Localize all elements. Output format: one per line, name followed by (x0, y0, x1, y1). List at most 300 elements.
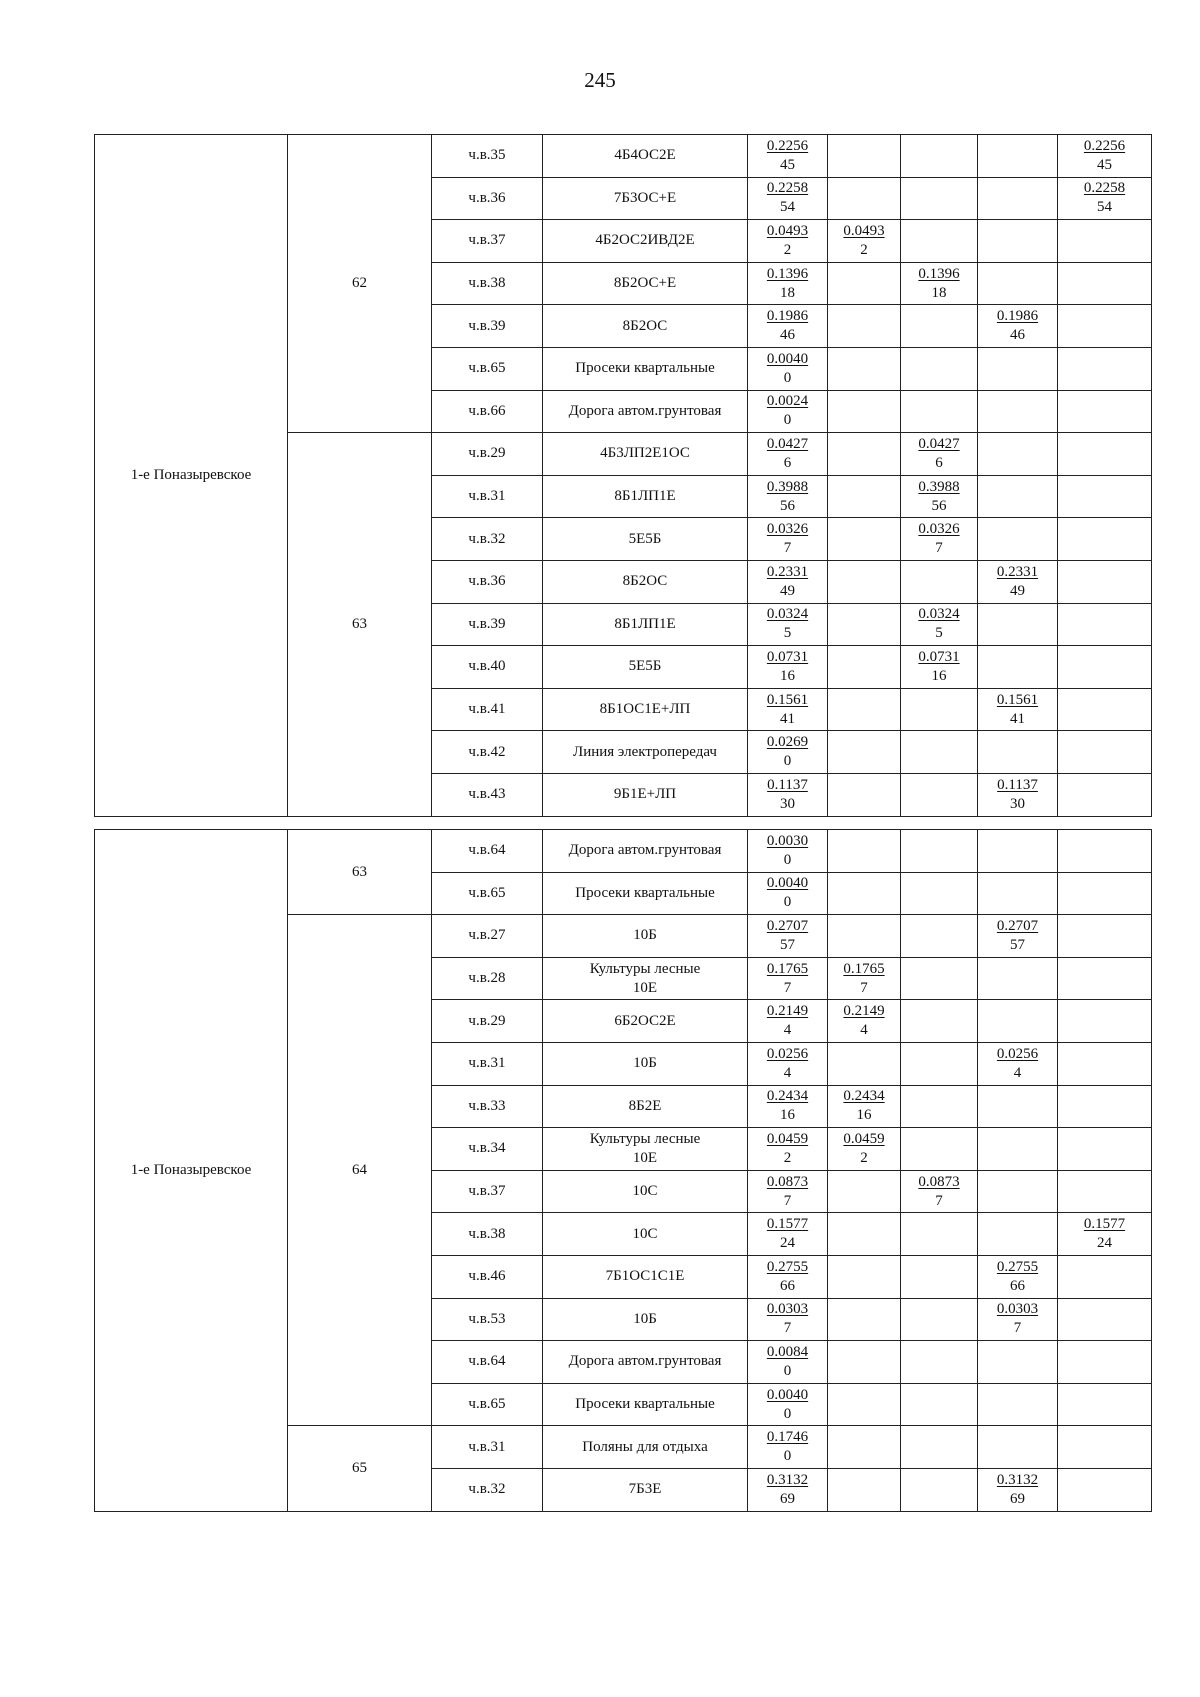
area-fraction (918, 520, 959, 558)
area-value: 0.0040 (766, 350, 809, 367)
quarter-cell (288, 830, 432, 915)
forestry-name: 1-е Поназыревское (130, 1161, 252, 1178)
area-fraction (767, 874, 808, 912)
volume-value: 49 (780, 582, 795, 599)
area-fraction (997, 691, 1038, 729)
section-cell (432, 433, 543, 476)
table-row (95, 135, 1152, 178)
category-cell (901, 220, 978, 263)
category-cell (978, 1383, 1058, 1426)
composition-label: 8Б1ОС1Е+ЛП (599, 701, 691, 718)
category-cell (1058, 1170, 1152, 1213)
quarter-cell (288, 135, 432, 433)
volume-value: 0 (783, 1448, 792, 1465)
composition-label: Просеки квартальные (575, 1396, 715, 1413)
area-value: 0.0256 (766, 1045, 809, 1062)
composition-cell (543, 830, 748, 873)
composition-cell (543, 433, 748, 476)
composition-label: 5Е5Б (628, 658, 662, 675)
total-cell (748, 1298, 828, 1341)
volume-value: 66 (780, 1277, 795, 1294)
category-cell (828, 1298, 901, 1341)
composition-label: 10Б (633, 1055, 657, 1072)
category-cell (1058, 957, 1152, 1000)
composition-cell (543, 915, 748, 958)
composition-cell (543, 1298, 748, 1341)
category-cell (978, 1128, 1058, 1171)
composition-label: 7Б1ОС1С1Е (605, 1268, 685, 1285)
section-label: ч.в.31 (468, 488, 506, 505)
category-cell (1058, 1085, 1152, 1128)
section-cell (432, 646, 543, 689)
area-fraction (767, 307, 808, 345)
section-label: ч.в.33 (468, 1097, 506, 1114)
area-value: 0.2258 (1083, 180, 1126, 197)
area-value: 0.0303 (766, 1301, 809, 1318)
composition-cell (543, 1000, 748, 1043)
category-cell (901, 603, 978, 646)
area-fraction (997, 776, 1038, 814)
composition-line: Культуры лесные (589, 960, 701, 977)
category-cell (978, 262, 1058, 305)
total-cell (748, 177, 828, 220)
composition-label: 6Б2ОС2Е (614, 1012, 676, 1029)
category-cell (1058, 773, 1152, 816)
category-cell (828, 1128, 901, 1171)
composition-cell (543, 518, 748, 561)
category-cell (978, 773, 1058, 816)
area-value: 0.2256 (766, 137, 809, 154)
category-cell (828, 177, 901, 220)
category-cell (901, 1128, 978, 1171)
category-cell (828, 135, 901, 178)
total-cell (748, 1213, 828, 1256)
category-cell (828, 646, 901, 689)
volume-value: 69 (780, 1490, 795, 1507)
category-cell (901, 646, 978, 689)
category-cell (901, 1000, 978, 1043)
section-cell (432, 1085, 543, 1128)
area-value: 0.1137 (997, 776, 1038, 793)
volume-value: 4 (783, 1064, 792, 1081)
category-cell (828, 1170, 901, 1213)
category-cell (1058, 603, 1152, 646)
total-cell (748, 1341, 828, 1384)
section-cell (432, 1341, 543, 1384)
area-value: 0.3132 (996, 1471, 1039, 1488)
area-value: 0.1577 (766, 1216, 809, 1233)
area-fraction (767, 1471, 808, 1509)
category-cell (901, 1085, 978, 1128)
category-cell (828, 1255, 901, 1298)
composition-label: 8Б2Е (628, 1097, 662, 1114)
area-fraction (767, 1087, 808, 1125)
category-cell (901, 731, 978, 774)
total-cell (748, 262, 828, 305)
area-value: 0.0303 (996, 1301, 1039, 1318)
composition-cell (543, 1255, 748, 1298)
total-cell (748, 1042, 828, 1085)
category-cell (828, 560, 901, 603)
volume-value: 2 (783, 241, 792, 258)
area-value: 0.2434 (843, 1088, 885, 1105)
composition-label: 10Б (633, 927, 657, 944)
total-cell (748, 688, 828, 731)
volume-value: 16 (856, 1107, 872, 1124)
volume-value: 6 (783, 454, 792, 471)
composition-label: 8Б1ЛП1Е (614, 488, 676, 505)
area-fraction (767, 917, 808, 955)
section-cell (432, 1000, 543, 1043)
section-label: ч.в.41 (468, 701, 506, 718)
area-value: 0.3988 (918, 478, 960, 495)
area-value: 0.0324 (918, 606, 960, 623)
section-cell (432, 1255, 543, 1298)
quarter-number: 65 (352, 1459, 367, 1476)
composition-cell (543, 646, 748, 689)
category-cell (1058, 305, 1152, 348)
area-fraction (843, 1002, 884, 1040)
composition-label: Дорога автом.грунтовая (568, 1353, 722, 1370)
volume-value: 30 (779, 795, 795, 812)
category-cell (1058, 518, 1152, 561)
total-cell (748, 773, 828, 816)
category-cell (978, 1213, 1058, 1256)
area-value: 0.3988 (766, 478, 809, 495)
category-cell (978, 1042, 1058, 1085)
area-value: 0.0040 (766, 1386, 809, 1403)
section-cell (432, 390, 543, 433)
volume-value: 7 (783, 979, 792, 996)
composition-label: 10Б (633, 1310, 657, 1327)
quarter-cell (288, 1426, 432, 1511)
section-cell (432, 1128, 543, 1171)
area-fraction (767, 222, 808, 260)
section-label: ч.в.64 (468, 1353, 506, 1370)
category-cell (901, 433, 978, 476)
area-value: 0.0030 (766, 832, 809, 849)
area-value: 0.0324 (766, 606, 809, 623)
composition-cell (543, 305, 748, 348)
area-fraction (767, 478, 808, 516)
category-cell (901, 1255, 978, 1298)
category-cell (1058, 262, 1152, 305)
composition-cell (543, 1341, 748, 1384)
area-fraction (767, 1002, 808, 1040)
section-cell (432, 135, 543, 178)
composition-label: 10С (632, 1225, 658, 1242)
volume-value: 46 (1010, 327, 1025, 344)
area-fraction (767, 648, 808, 686)
area-fraction (767, 832, 808, 870)
category-cell (978, 475, 1058, 518)
section-label: ч.в.39 (468, 317, 506, 334)
area-fraction (767, 1045, 808, 1083)
composition-cell (543, 475, 748, 518)
category-cell (828, 433, 901, 476)
area-fraction (767, 1428, 808, 1466)
category-cell (978, 1341, 1058, 1384)
volume-value: 45 (780, 156, 795, 173)
composition-label: 10С (632, 1183, 658, 1200)
quarter-number: 62 (352, 275, 367, 292)
category-cell (901, 1426, 978, 1469)
section-label: ч.в.37 (468, 232, 506, 249)
area-fraction (767, 435, 808, 473)
section-label: ч.в.38 (468, 1225, 506, 1242)
category-cell (1058, 475, 1152, 518)
area-value: 0.0493 (766, 222, 809, 239)
area-value: 0.1137 (767, 776, 808, 793)
category-cell (978, 1468, 1058, 1511)
area-fraction (843, 960, 884, 998)
category-cell (978, 305, 1058, 348)
category-cell (1058, 915, 1152, 958)
section-label: ч.в.31 (468, 1438, 506, 1455)
section-cell (432, 872, 543, 915)
category-cell (1058, 347, 1152, 390)
composition-label: 8Б2ОС+Е (613, 275, 677, 292)
category-cell (1058, 1341, 1152, 1384)
category-cell (1058, 731, 1152, 774)
category-cell (828, 830, 901, 873)
category-cell (978, 957, 1058, 1000)
category-cell (828, 1213, 901, 1256)
composition-label: 4Б2ОС2ИВД2Е (595, 232, 695, 249)
composition-label: 7Б3ОС+Е (613, 189, 677, 206)
area-value: 0.0040 (766, 875, 809, 892)
area-value: 0.1396 (766, 265, 809, 282)
total-cell (748, 646, 828, 689)
volume-value: 49 (1010, 582, 1025, 599)
volume-value: 0 (783, 851, 792, 868)
total-cell (748, 872, 828, 915)
area-fraction (767, 1258, 808, 1296)
quarter-number: 63 (352, 863, 367, 880)
composition-cell (543, 1170, 748, 1213)
section-cell (432, 560, 543, 603)
area-value: 0.0731 (918, 648, 960, 665)
area-value: 0.2149 (766, 1003, 809, 1020)
category-cell (1058, 1468, 1152, 1511)
composition-label: 8Б2ОС (622, 573, 668, 590)
category-cell (901, 560, 978, 603)
area-fraction (997, 1258, 1038, 1296)
section-cell (432, 1426, 543, 1469)
section-cell (432, 347, 543, 390)
category-cell (978, 135, 1058, 178)
composition-cell (543, 1213, 748, 1256)
category-cell (978, 433, 1058, 476)
category-cell (828, 518, 901, 561)
volume-value: 0 (783, 1405, 792, 1422)
area-value: 0.2707 (766, 917, 809, 934)
volume-value: 5 (783, 625, 792, 642)
quarter-cell (288, 915, 432, 1426)
total-cell (748, 518, 828, 561)
area-fraction (997, 1471, 1038, 1509)
section-label: ч.в.37 (468, 1183, 506, 1200)
section-label: ч.в.29 (468, 445, 506, 462)
section-cell (432, 957, 543, 1000)
category-cell (1058, 1128, 1152, 1171)
total-cell (748, 1255, 828, 1298)
volume-value: 57 (780, 936, 795, 953)
section-label: ч.в.53 (468, 1310, 506, 1327)
category-cell (978, 872, 1058, 915)
volume-value: 18 (780, 284, 795, 301)
volume-value: 45 (1097, 156, 1112, 173)
composition-line: Культуры лесные (589, 1130, 701, 1147)
section-label: ч.в.46 (468, 1268, 506, 1285)
category-cell (828, 773, 901, 816)
category-cell (828, 220, 901, 263)
composition-label: 4Б4ОС2Е (614, 147, 676, 164)
area-value: 0.0269 (766, 734, 809, 751)
forest-allocation-table (94, 829, 1152, 1512)
category-cell (828, 305, 901, 348)
volume-value: 2 (860, 1149, 868, 1166)
area-value: 0.0256 (996, 1045, 1039, 1062)
category-cell (978, 177, 1058, 220)
section-cell (432, 1383, 543, 1426)
composition-label: 7Б3Е (628, 1481, 662, 1498)
composition-cell (543, 1383, 748, 1426)
area-fraction (767, 1300, 808, 1338)
category-cell (828, 1341, 901, 1384)
volume-value: 2 (860, 241, 868, 258)
area-fraction (997, 1300, 1038, 1338)
category-cell (978, 731, 1058, 774)
area-fraction (918, 435, 959, 473)
total-cell (748, 135, 828, 178)
area-value: 0.0459 (766, 1130, 809, 1147)
category-cell (901, 390, 978, 433)
category-cell (901, 1298, 978, 1341)
category-cell (901, 1170, 978, 1213)
area-fraction (997, 917, 1038, 955)
volume-value: 7 (860, 979, 868, 996)
category-cell (901, 262, 978, 305)
area-value: 0.1986 (996, 308, 1039, 325)
section-label: ч.в.31 (468, 1055, 506, 1072)
composition-cell (543, 1042, 748, 1085)
category-cell (901, 518, 978, 561)
category-cell (1058, 1255, 1152, 1298)
section-label: ч.в.66 (468, 402, 506, 419)
category-cell (978, 1000, 1058, 1043)
area-value: 0.1577 (1083, 1216, 1126, 1233)
category-cell (1058, 560, 1152, 603)
section-cell (432, 1213, 543, 1256)
section-cell (432, 773, 543, 816)
area-value: 0.0326 (918, 521, 960, 538)
area-value: 0.1765 (843, 960, 885, 977)
category-cell (978, 1255, 1058, 1298)
composition-label: Дорога автом.грунтовая (568, 842, 722, 859)
area-value: 0.0873 (766, 1173, 809, 1190)
total-cell (748, 731, 828, 774)
total-cell (748, 560, 828, 603)
composition-cell (543, 220, 748, 263)
forestry-cell (95, 135, 288, 817)
volume-value: 7 (783, 1320, 792, 1337)
area-fraction (767, 137, 808, 175)
area-value: 0.2258 (766, 180, 809, 197)
section-cell (432, 731, 543, 774)
volume-value: 18 (931, 284, 947, 301)
section-label: ч.в.36 (468, 189, 506, 206)
area-fraction (1084, 179, 1125, 217)
area-fraction (918, 265, 959, 303)
category-cell (828, 1000, 901, 1043)
total-cell (748, 1468, 828, 1511)
area-fraction (767, 776, 808, 814)
category-cell (1058, 1042, 1152, 1085)
total-cell (748, 1383, 828, 1426)
total-cell (748, 915, 828, 958)
category-cell (901, 135, 978, 178)
section-cell (432, 688, 543, 731)
forest-allocation-table (94, 134, 1152, 817)
composition-cell (543, 1085, 748, 1128)
section-cell (432, 1042, 543, 1085)
area-value: 0.0084 (766, 1343, 809, 1360)
total-cell (748, 1000, 828, 1043)
area-fraction (767, 1173, 808, 1211)
section-cell (432, 830, 543, 873)
section-label: ч.в.64 (468, 842, 506, 859)
composition-cell (543, 688, 748, 731)
volume-value: 6 (935, 454, 943, 471)
section-label: ч.в.32 (468, 1481, 506, 1498)
area-value: 0.0459 (843, 1130, 885, 1147)
composition-cell (543, 1468, 748, 1511)
total-cell (748, 390, 828, 433)
category-cell (1058, 135, 1152, 178)
category-cell (1058, 1298, 1152, 1341)
section-label: ч.в.29 (468, 1012, 506, 1029)
quarter-number: 64 (352, 1161, 367, 1178)
total-cell (748, 347, 828, 390)
category-cell (901, 872, 978, 915)
total-cell (748, 603, 828, 646)
category-cell (901, 347, 978, 390)
composition-cell (543, 731, 748, 774)
section-label: ч.в.36 (468, 573, 506, 590)
section-label: ч.в.65 (468, 884, 506, 901)
area-fraction (843, 1087, 884, 1125)
area-value: 0.2707 (996, 917, 1039, 934)
area-value: 0.1986 (766, 308, 809, 325)
area-fraction (997, 1045, 1038, 1083)
composition-label: 8Б2ОС (622, 317, 668, 334)
category-cell (828, 475, 901, 518)
category-cell (1058, 872, 1152, 915)
category-cell (901, 773, 978, 816)
volume-value: 41 (780, 710, 795, 727)
volume-value: 7 (783, 1192, 792, 1209)
category-cell (901, 1213, 978, 1256)
volume-value: 56 (931, 497, 947, 514)
area-value: 0.0326 (766, 521, 809, 538)
area-value: 0.2755 (996, 1258, 1039, 1275)
area-fraction (918, 1173, 959, 1211)
category-cell (901, 1042, 978, 1085)
category-cell (978, 646, 1058, 689)
area-fraction (767, 1386, 808, 1424)
section-cell (432, 177, 543, 220)
